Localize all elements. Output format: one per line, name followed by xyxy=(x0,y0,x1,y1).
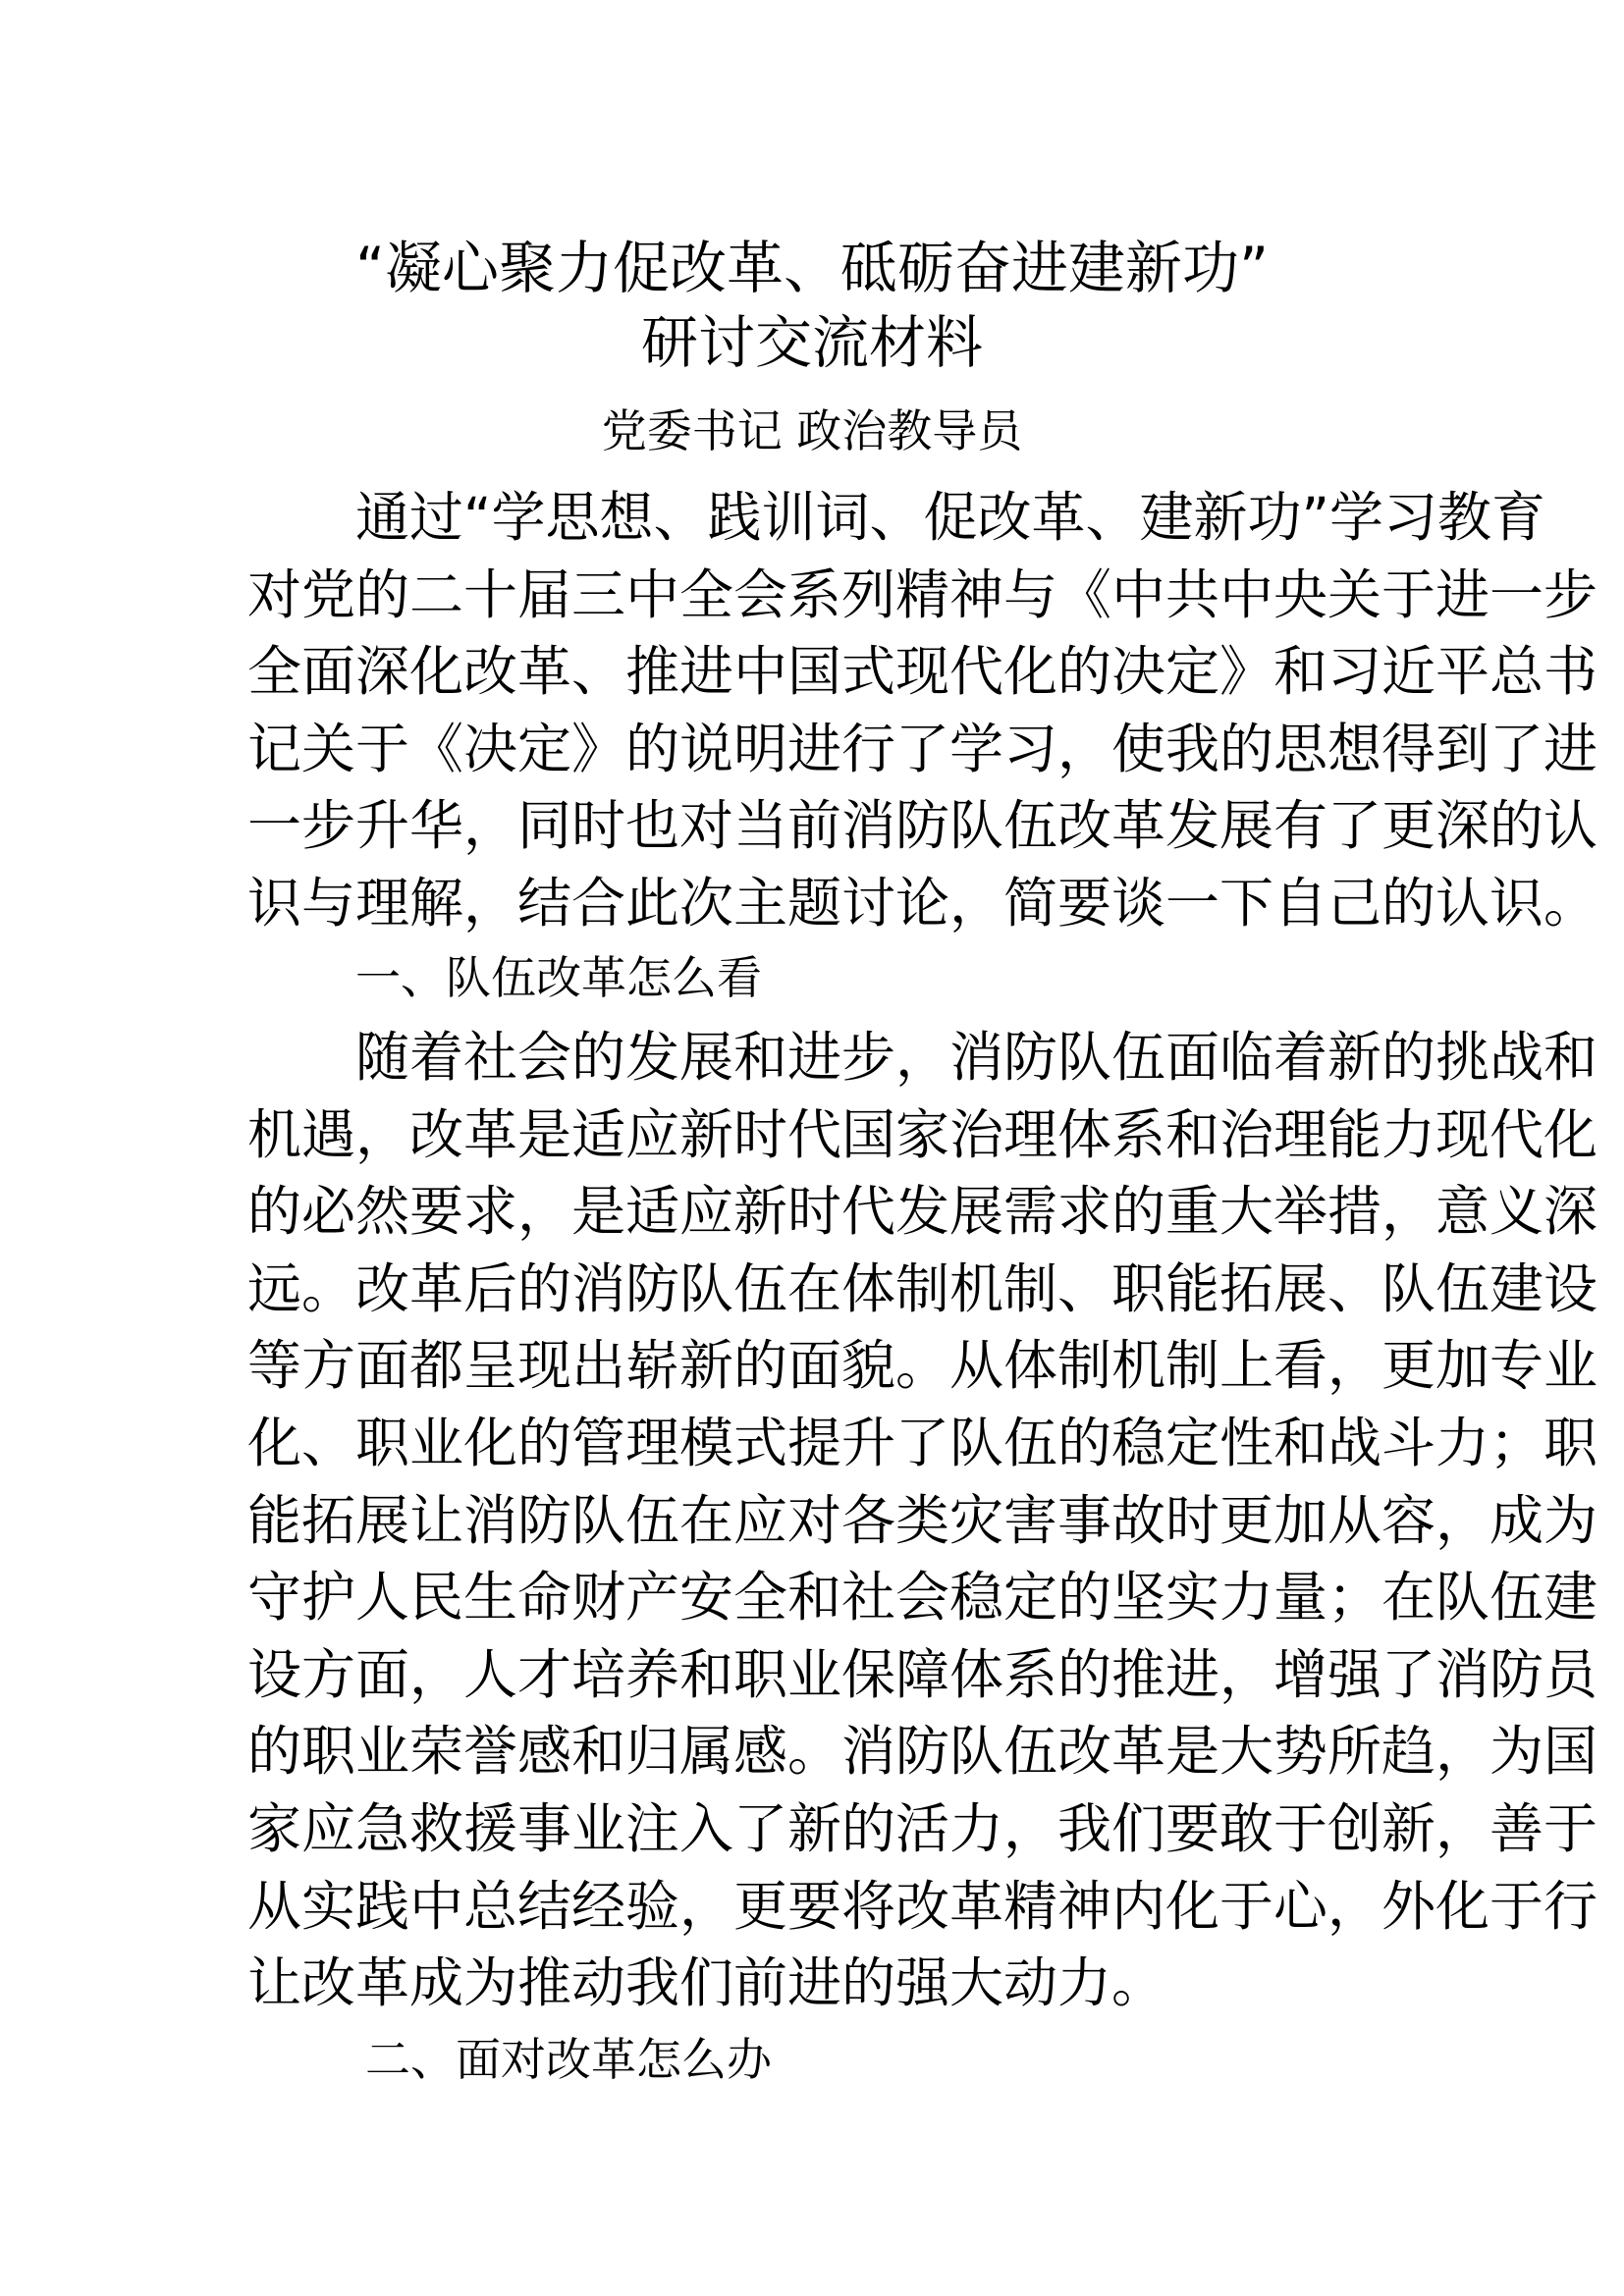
section-heading-2: 二、面对改革怎么办 xyxy=(365,2033,772,2086)
paragraph-line: 机遇，改革是适应新时代国家治理体系和治理能力现代化 xyxy=(247,1102,1598,1166)
document-title-line2: 研讨交流材料 xyxy=(640,309,983,376)
paragraph-line: 家应急救援事业注入了新的活力，我们要敢于创新，善于 xyxy=(247,1797,1598,1860)
paragraph-line: 一步升华，同时也对当前消防队伍改革发展有了更深的认 xyxy=(247,794,1598,858)
paragraph-line: 全面深化改革、推进中国式现代化的决定》和习近平总书 xyxy=(247,640,1598,704)
paragraph-line: 等方面都呈现出崭新的面貌。从体制机制上看，更加专业 xyxy=(247,1334,1598,1398)
paragraph-line: 记关于《决定》的说明进行了学习，使我的思想得到了进 xyxy=(247,717,1598,780)
paragraph-line: 从实践中总结经验，更要将改革精神内化于心，外化于行 xyxy=(247,1874,1598,1938)
paragraph-line: 化、职业化的管理模式提升了队伍的稳定性和战斗力；职 xyxy=(247,1412,1598,1474)
paragraph-line: 远。改革后的消防队伍在体制机制、职能拓展、队伍建设 xyxy=(247,1256,1598,1320)
paragraph-line: 的职业荣誉感和归属感。消防队伍改革是大势所趋，为国 xyxy=(247,1720,1598,1784)
document-title-line1: “凝心聚力促改革、砥砺奋进建新功” xyxy=(354,235,1270,301)
paragraph-line: 随着社会的发展和进步，消防队伍面临着新的挑战和 xyxy=(355,1026,1598,1089)
paragraph-line: 守护人民生命财产安全和社会稳定的坚实力量；在队伍建 xyxy=(247,1566,1598,1629)
paragraph-line: 通过“学思想、践训词、促改革、建新功”学习教育 xyxy=(355,486,1545,549)
paragraph-line: 的必然要求，是适应新时代发展需求的重大举措，意义深 xyxy=(247,1180,1598,1244)
paragraph-line: 设方面，人才培养和职业保障体系的推进，增强了消防员 xyxy=(247,1642,1598,1706)
section-heading-1: 一、队伍改革怎么看 xyxy=(355,951,762,1004)
author-line: 党委书记 政治教导员 xyxy=(601,404,1023,457)
paragraph-line: 识与理解，结合此次主题讨论，简要谈一下自己的认识。 xyxy=(247,872,1598,934)
paragraph-line: 让改革成为推动我们前进的强大动力。 xyxy=(247,1951,1166,2015)
paragraph-line: 能拓展让消防队伍在应对各类灾害事故时更加从容，成为 xyxy=(247,1488,1598,1552)
paragraph-line: 对党的二十届三中全会系列精神与《中共中央关于进一步 xyxy=(247,562,1598,626)
